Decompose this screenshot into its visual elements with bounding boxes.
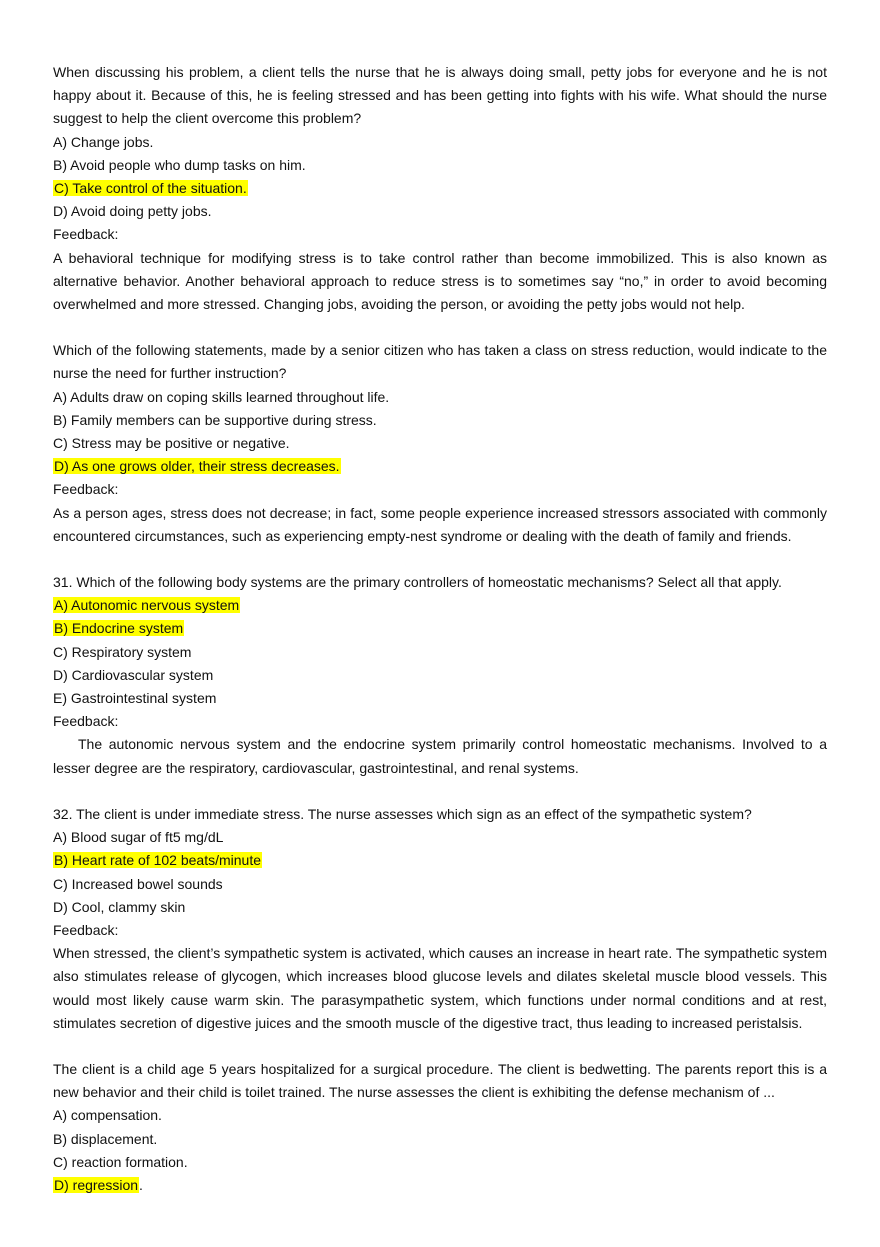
question-block-2: [53, 339, 827, 548]
option-a: A) Change jobs.: [53, 133, 154, 150]
option-e: E) Gastrointestinal system: [53, 690, 217, 707]
answer-highlight: B) Endocrine system: [54, 620, 184, 637]
option-a-correct: [53, 594, 827, 617]
question-block-1: [53, 61, 827, 316]
answer-highlight: B) Heart rate of 102 beats/minute: [54, 852, 261, 869]
question-block-31: [53, 571, 827, 780]
document-content: [53, 61, 827, 1197]
question-stem: 31. Which of the following body systems are the primary controllers of homeostatic mechanisms? Select all that apply.: [53, 574, 782, 591]
option-a: A) compensation.: [53, 1107, 162, 1124]
option-c: C) Respiratory system: [53, 643, 192, 660]
option-d-correct: [53, 1174, 827, 1197]
feedback-text: The autonomic nervous system and the endocrine system primarily control homeostatic mechanisms. Involved to a lesser degree are the respiratory, cardiovascular, gastrointestinal, and renal systems.: [53, 736, 827, 776]
option-trailing-period: .: [139, 1176, 143, 1193]
feedback-text: A behavioral technique for modifying stress is to take control rather than become immobilized. This is also known as alternative behavior. Another behavioral approach to reduce stress is to sometimes say “no,” in order to avoid becoming overwhelmed and more stressed. Changing jobs, avoiding the person, or avoiding the petty jobs would not help.: [53, 249, 827, 313]
feedback-text: When stressed, the client’s sympathetic system is activated, which causes an increase in heart rate. The sympathetic system also stimulates release of glycogen, which increases blood glucose levels and dilates skeletal muscle blood vessels. This would most likely cause warm skin. The parasympathetic system, which functions under normal conditions and at rest, stimulates secretion of digestive juices and the smooth muscle of the digestive tract, thus leading to increased peristalsis.: [53, 945, 827, 1031]
option-b: B) displacement.: [53, 1130, 158, 1147]
option-c: C) reaction formation.: [53, 1153, 188, 1170]
question-block-32: [53, 803, 827, 1035]
answer-highlight: A) Autonomic nervous system: [54, 597, 240, 614]
question-stem: The client is a child age 5 years hospitalized for a surgical procedure. The client is bedwetting. The parents report this is a new behavior and their child is toilet trained. The nurse assesses the client is exhibiting the defense mechanism of ...: [53, 1060, 827, 1101]
option-c: C) Increased bowel sounds: [53, 875, 223, 892]
option-b-correct: [53, 617, 827, 640]
question-stem: 32. The client is under immediate stress. The nurse assesses which sign as an effect of the sympathetic system?: [53, 805, 752, 822]
option-a: A) Adults draw on coping skills learned throughout life.: [53, 388, 390, 405]
option-b-correct: [53, 849, 827, 872]
feedback-label: Feedback:: [53, 921, 119, 938]
option-d-correct: [53, 455, 827, 478]
option-d: D) Avoid doing petty jobs.: [53, 203, 212, 220]
feedback-label: Feedback:: [53, 713, 119, 730]
option-c: C) Stress may be positive or negative.: [53, 435, 290, 452]
option-d: D) Cool, clammy skin: [53, 898, 186, 915]
option-a: A) Blood sugar of ft5 mg/dL: [53, 829, 224, 846]
feedback-text: As a person ages, stress does not decrease; in fact, some people experience increased stressors associated with commonly encountered circumstances, such as experiencing empty-nest syndrome or dealing with the death of family and friends.: [53, 504, 827, 544]
feedback-label: Feedback:: [53, 481, 119, 498]
option-d: D) Cardiovascular system: [53, 666, 214, 683]
question-stem: When discussing his problem, a client tells the nurse that he is always doing small, petty jobs for everyone and he is not happy about it. Because of this, he is feeling stressed and has been getting into fights with his wife. What should the nurse suggest to help the client overcome this problem?: [53, 64, 827, 127]
option-c-correct: [53, 177, 827, 200]
answer-highlight: D) As one grows older, their stress decreases.: [54, 458, 340, 475]
option-b: B) Avoid people who dump tasks on him.: [53, 156, 306, 173]
feedback-label: Feedback:: [53, 226, 119, 243]
question-block-defense-mechanism: [53, 1058, 827, 1197]
question-stem: Which of the following statements, made by a senior citizen who has taken a class on stress reduction, would indicate to the nurse the need for further instruction?: [53, 342, 827, 382]
answer-highlight: C) Take control of the situation.: [54, 180, 247, 197]
answer-highlight: D) regression: [54, 1176, 139, 1193]
option-b: B) Family members can be supportive during stress.: [53, 411, 377, 428]
